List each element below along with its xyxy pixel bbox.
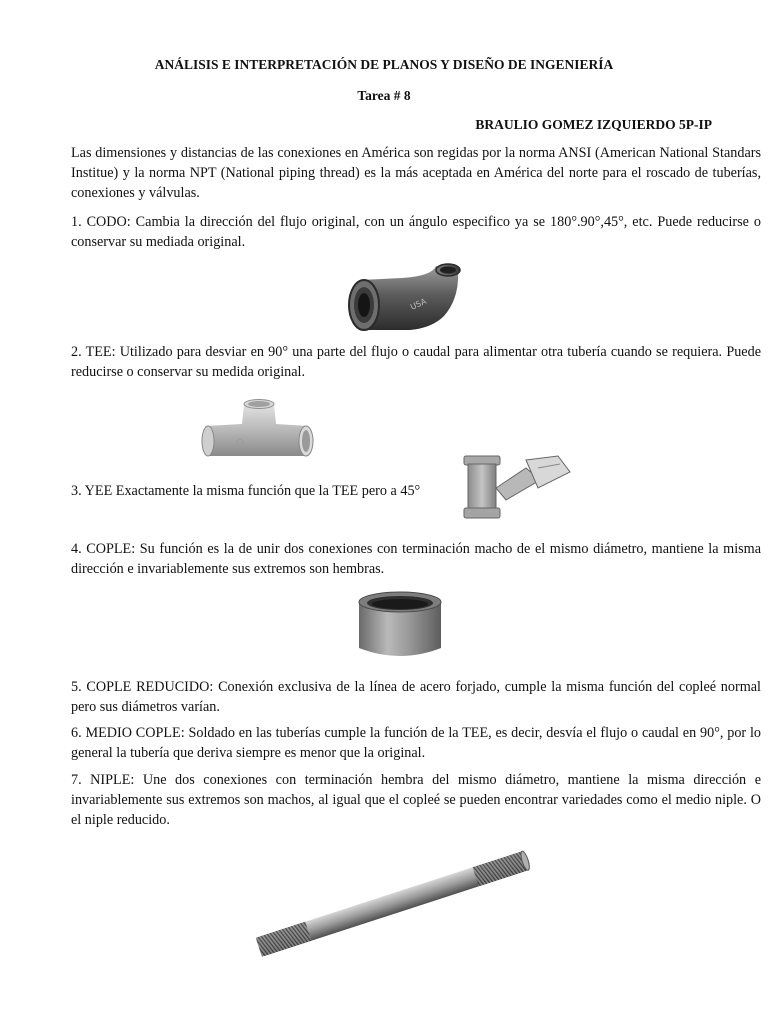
assignment-number: Tarea # 8 — [357, 88, 411, 103]
tee-fitting-image — [196, 398, 318, 460]
item-cople-reducido: 5. COPLE REDUCIDO: Conexión exclusiva de la línea de acero forjado, cumple la misma función del copleé normal pero sus diámetros varían. — [71, 679, 761, 715]
item-cople: 4. COPLE: Su función es la de unir dos conexiones con terminación macho de el mismo diámetro, mantiene la misma dirección e invariablemente sus extremos son hembras. — [71, 541, 761, 577]
item-medio-cople: 6. MEDIO COPLE: Soldado en las tuberías cumple la función de la TEE, es decir, desvía el flujo o caudal en 90°, por lo general la tubería que deriva siempre es menor que la original. — [71, 725, 761, 761]
document-title: ANÁLISIS E INTERPRETACIÓN DE PLANOS Y DISEÑO DE INGENIERÍA — [154, 57, 614, 72]
nipple-fitting-image — [248, 852, 536, 957]
intro-paragraph: Las dimensiones y distancias de las conexiones en América son regidas por la norma ANSI (American National Standars Institue) y la norma NPT (National piping thread) es la más aceptada en América del norte para el roscado de tuberías, conexiones y válvulas. — [71, 145, 761, 201]
item-niple: 7. NIPLE: Une dos conexiones con terminación hembra del mismo diámetro, mantiene la misma dirección e invariablemente sus extremos son machos, al igual que el copleé se pueden encontrar variedades como el medio niple. O el niple reducido. — [71, 772, 761, 828]
author-line: BRAULIO GOMEZ IZQUIERDO 5P-IP — [475, 117, 712, 132]
elbow-marking: USA — [409, 296, 428, 312]
item-codo: 1. CODO: Cambia la dirección del flujo original, con un ángulo especifico ya se 180°.90°,45°, etc. Puede reducirse o conservar su mediada original. — [71, 214, 761, 250]
item-tee: 2. TEE: Utilizado para desviar en 90° una parte del flujo o caudal para alimentar otra tubería cuando se requiera. Puede reducirse o conservar su medida original. — [71, 344, 761, 380]
elbow-fitting-image — [340, 258, 465, 338]
coupling-fitting-image — [355, 590, 445, 662]
item-yee: 3. YEE Exactamente la misma función que la TEE pero a 45° — [71, 483, 421, 499]
